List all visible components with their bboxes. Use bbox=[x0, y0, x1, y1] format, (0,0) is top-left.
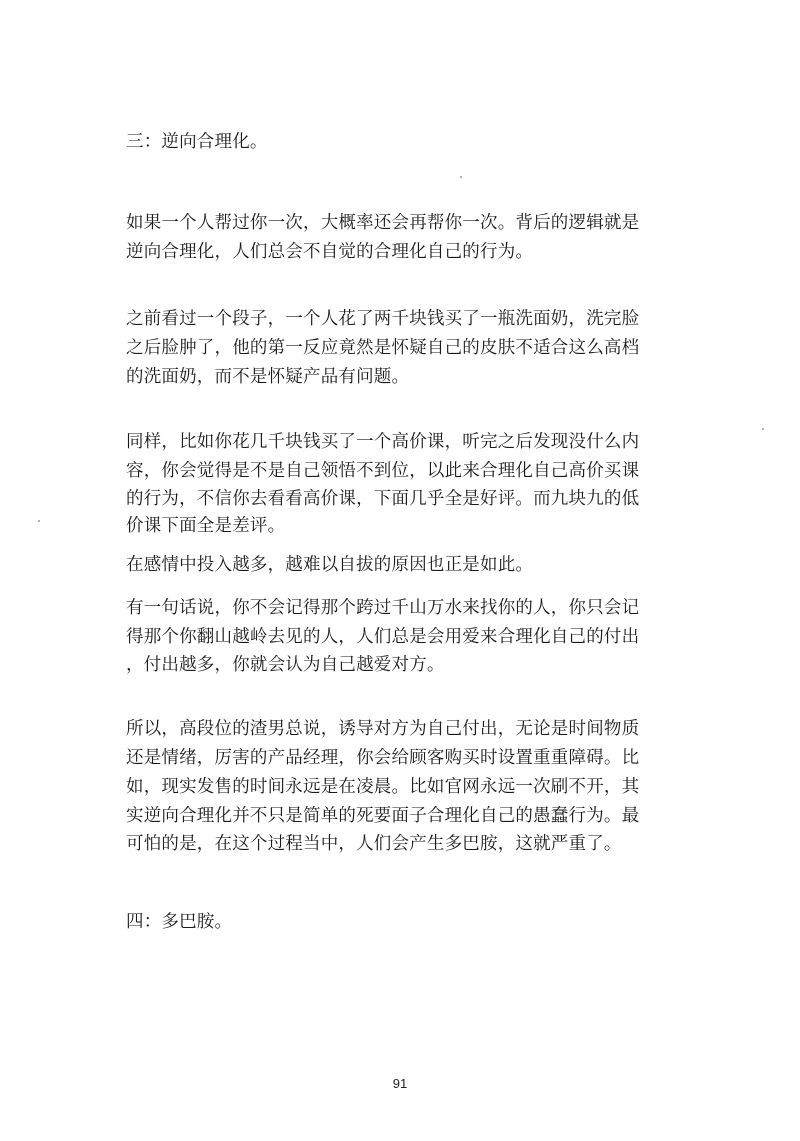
paragraph-line: 所以，高段位的渣男总说，诱导对方为自己付出，无论是时间物质 bbox=[126, 719, 640, 739]
section-heading-three: 三：逆向合理化。 bbox=[126, 132, 268, 152]
scan-speck bbox=[38, 520, 40, 522]
paragraph-line: 可怕的是，在这个过程当中，人们会产生多巴胺，这就严重了。 bbox=[126, 834, 622, 854]
paragraph-line: 的行为，不信你去看看高价课，下面几乎全是好评。而九块九的低 bbox=[126, 489, 640, 509]
paragraph-line: 之前看过一个段子，一个人花了两千块钱买了一瓶洗面奶，洗完脸 bbox=[126, 309, 640, 329]
paragraph-4: 在感情中投入越多，越难以自拔的原因也正是如此。 bbox=[126, 555, 534, 575]
paragraph-line: 实逆向合理化并不只是简单的死要面子合理化自己的愚蠢行为。最 bbox=[126, 806, 640, 826]
paragraph-line: 逆向合理化，人们总会不自觉的合理化自己的行为。 bbox=[126, 242, 534, 262]
paragraph-line: 有一句话说，你不会记得那个跨过千山万水来找你的人，你只会记 bbox=[126, 598, 640, 618]
paragraph-line: 容，你会觉得是不是自己领悟不到位，以此来合理化自己高价买课 bbox=[126, 461, 640, 481]
scan-speck bbox=[762, 428, 764, 430]
paragraph-line: 之后脸肿了，他的第一反应竟然是怀疑自己的皮肤不适合这么高档 bbox=[126, 338, 640, 358]
paragraph-line: 的洗面奶，而不是怀疑产品有问题。 bbox=[126, 367, 410, 387]
paragraph-line: 同样，比如你花几千块钱买了一个高价课，听完之后发现没什么内 bbox=[126, 432, 640, 452]
paragraph-line: 如果一个人帮过你一次，大概率还会再帮你一次。背后的逻辑就是 bbox=[126, 213, 640, 233]
paragraph-line: 还是情绪，厉害的产品经理，你会给顾客购买时设置重重障碍。比 bbox=[126, 748, 640, 768]
paragraph-line: 价课下面全是差评。 bbox=[126, 516, 286, 536]
paragraph-line: 得那个你翻山越岭去见的人，人们总是会用爱来合理化自己的付出 bbox=[126, 627, 640, 647]
paragraph-line: ，付出越多，你就会认为自己越爱对方。 bbox=[126, 655, 445, 675]
section-heading-four: 四：多巴胺。 bbox=[126, 912, 233, 932]
scan-speck bbox=[460, 176, 462, 178]
page-number: 91 bbox=[392, 1076, 408, 1091]
paragraph-line: 如，现实发售的时间永远是在凌晨。比如官网永远一次刷不开，其 bbox=[126, 777, 640, 797]
